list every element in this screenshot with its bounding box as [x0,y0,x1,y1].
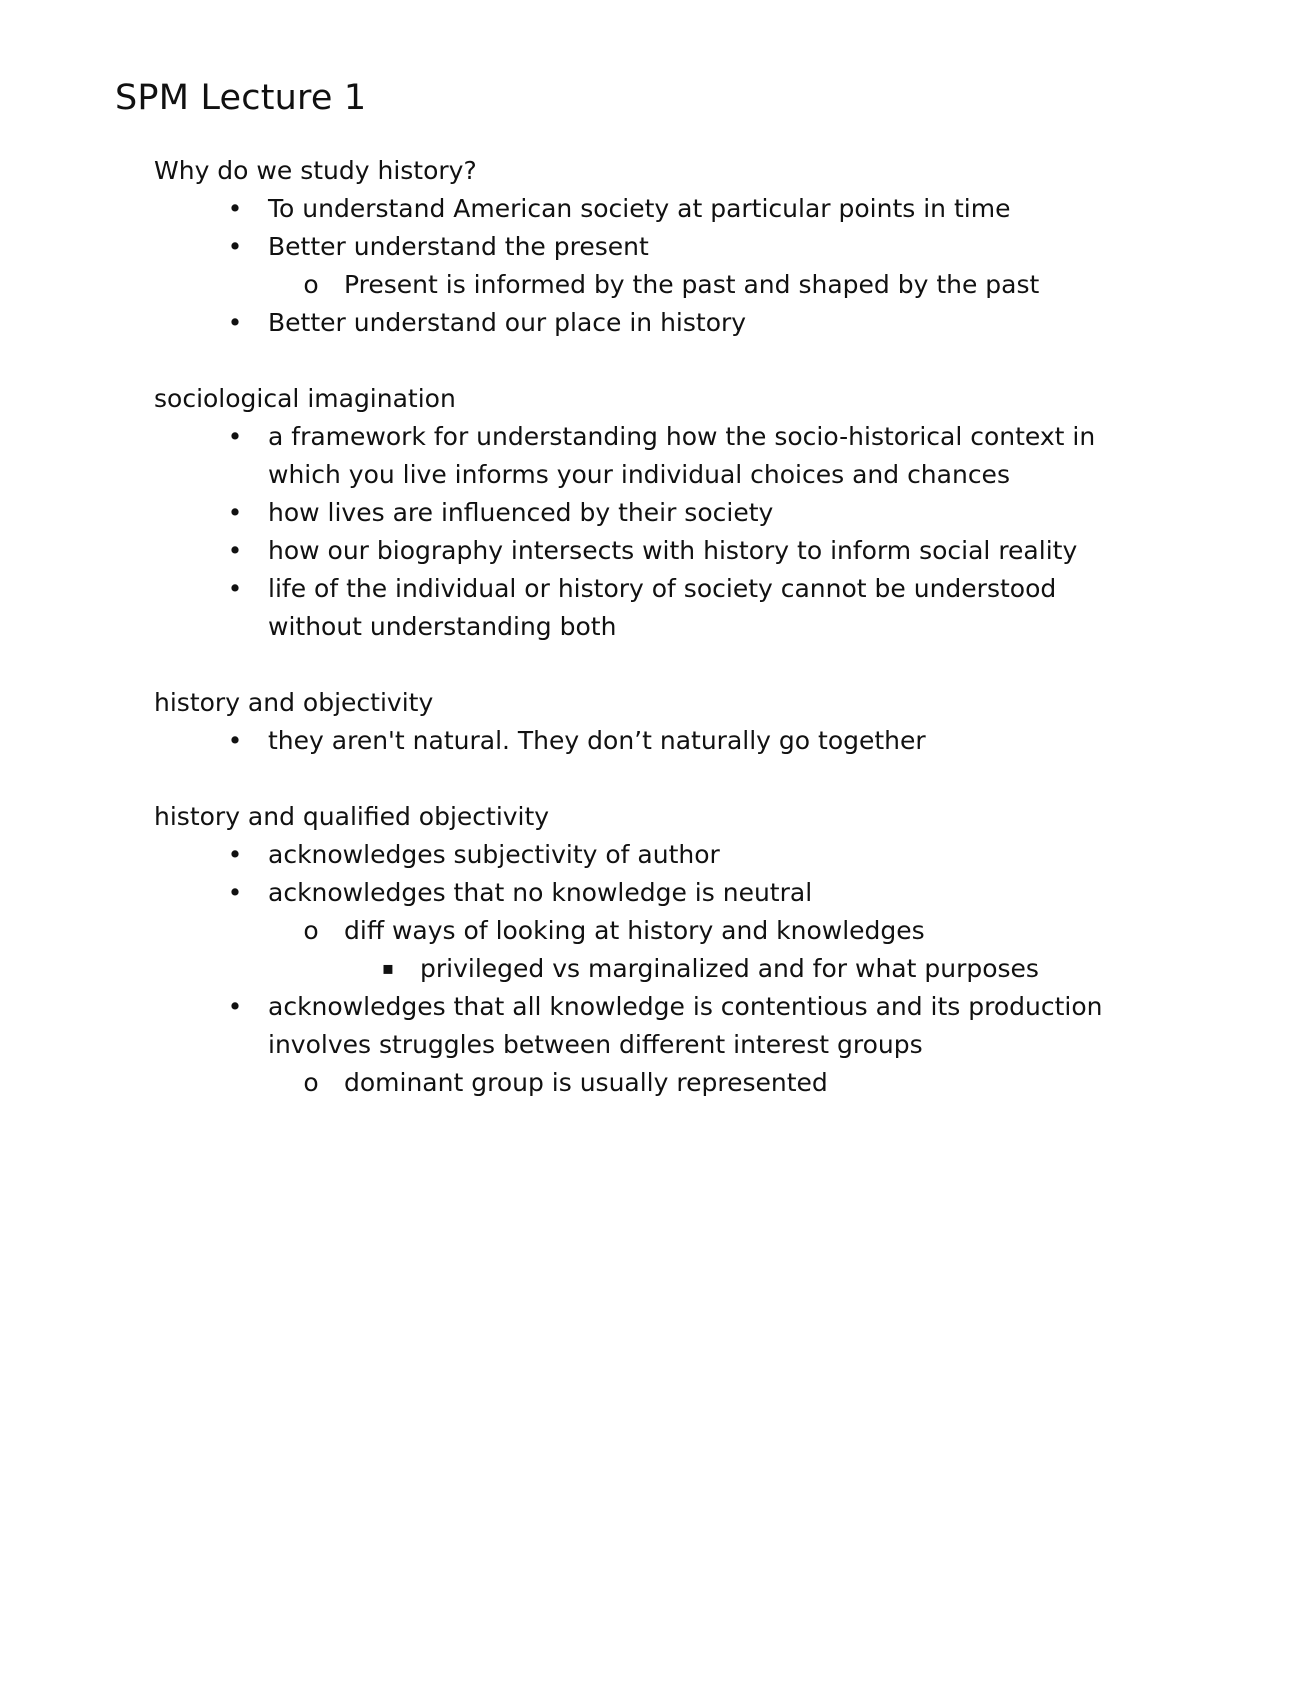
bullet-list [154,190,1154,342]
list-item [154,266,1154,304]
section-qualified-objectivity [154,798,1154,1102]
list-item [154,532,1154,570]
bullet-list [154,722,1154,760]
list-item-text: Present is informed by the past and shaped by the past [344,270,1040,299]
list-item-text: acknowledges that all knowledge is contentious and its production involves struggles between different interest groups [268,992,1103,1059]
list-item [154,950,1154,988]
list-item-text: Better understand our place in history [268,308,747,337]
list-item-text: diff ways of looking at history and knowledges [344,916,925,945]
list-item-text: To understand American society at particular points in time [268,194,1011,223]
list-item-text: privileged vs marginalized and for what purposes [420,954,1039,983]
list-item-text: dominant group is usually represented [344,1068,828,1097]
section-sociological-imagination [154,380,1154,646]
circle-marker: o [303,916,319,945]
section-why-study-history [154,152,1154,342]
bullet-marker: • [227,536,243,565]
circle-marker: o [303,1068,319,1097]
list-item-text: how lives are influenced by their society [268,498,774,527]
bullet-marker: • [227,574,243,603]
list-item-text: Better understand the present [268,232,649,261]
list-item-text: a framework for understanding how the socio-historical context in which you live informs your individual choices and chances [268,422,1096,489]
bullet-marker: • [227,992,243,1021]
bullet-marker: • [227,232,243,261]
list-item [154,418,1154,494]
section-heading: history and qualified objectivity [154,802,550,831]
list-item [154,190,1154,228]
bullet-marker: • [227,498,243,527]
notes-body [154,152,1154,1140]
section-heading: sociological imagination [154,384,456,413]
bullet-list [154,836,1154,1102]
bullet-marker: • [227,878,243,907]
list-item [154,570,1154,646]
list-item-text: acknowledges that no knowledge is neutral [268,878,813,907]
list-item [154,836,1154,874]
bullet-list [154,418,1154,646]
section-history-and-objectivity [154,684,1154,760]
section-heading: Why do we study history? [154,156,477,185]
section-heading: history and objectivity [154,688,434,717]
list-item [154,1064,1154,1102]
circle-marker: o [303,270,319,299]
bullet-marker: • [227,840,243,869]
list-item-text: acknowledges subjectivity of author [268,840,720,869]
list-item [154,722,1154,760]
bullet-marker: • [227,422,243,451]
bullet-marker: • [227,308,243,337]
document-title: SPM Lecture 1 [115,78,367,118]
list-item [154,228,1154,266]
list-item-text: how our biography intersects with history to inform social reality [268,536,1078,565]
list-item [154,304,1154,342]
list-item [154,988,1154,1064]
square-marker: ▪ [381,958,395,979]
list-item [154,494,1154,532]
list-item-text: they aren't natural. They don’t naturally go together [268,726,926,755]
list-item [154,874,1154,912]
bullet-marker: • [227,726,243,755]
list-item [154,912,1154,950]
bullet-marker: • [227,194,243,223]
list-item-text: life of the individual or history of society cannot be understood without understanding both [268,574,1057,641]
